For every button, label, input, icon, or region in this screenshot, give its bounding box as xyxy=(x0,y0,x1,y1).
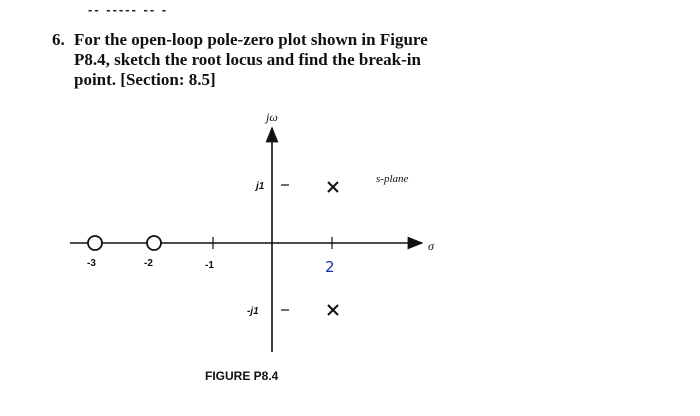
zero-marker-minus3 xyxy=(88,236,102,250)
problem-line-3: point. [Section: 8.5] xyxy=(74,70,216,89)
imag-tick-label-j1: j1 xyxy=(256,181,265,192)
real-tick-label-minus3: -3 xyxy=(87,258,96,269)
real-tick-label-minus2: -2 xyxy=(144,258,153,269)
zero-marker-minus2 xyxy=(147,236,161,250)
header-marks: -- ----- -- - xyxy=(88,2,169,17)
real-axis-label: σ xyxy=(428,239,434,253)
figure-caption: FIGURE P8.4 xyxy=(205,369,279,383)
pole-marker-lower xyxy=(328,305,338,315)
pole-marker-upper xyxy=(328,182,338,192)
real-tick-label-minus1: -1 xyxy=(205,260,214,271)
problem-number: 6. xyxy=(52,30,65,49)
problem-text-1: For the open-loop pole-zero plot shown in Figure xyxy=(74,30,428,49)
problem-line-2: P8.4, sketch the root locus and find the break-in xyxy=(74,50,421,69)
handwritten-note: 2 xyxy=(325,258,335,276)
imag-axis-label: jω xyxy=(266,110,278,124)
plane-label: s-plane xyxy=(376,173,409,185)
imag-tick-label-neg-j1: -j1 xyxy=(247,306,259,317)
